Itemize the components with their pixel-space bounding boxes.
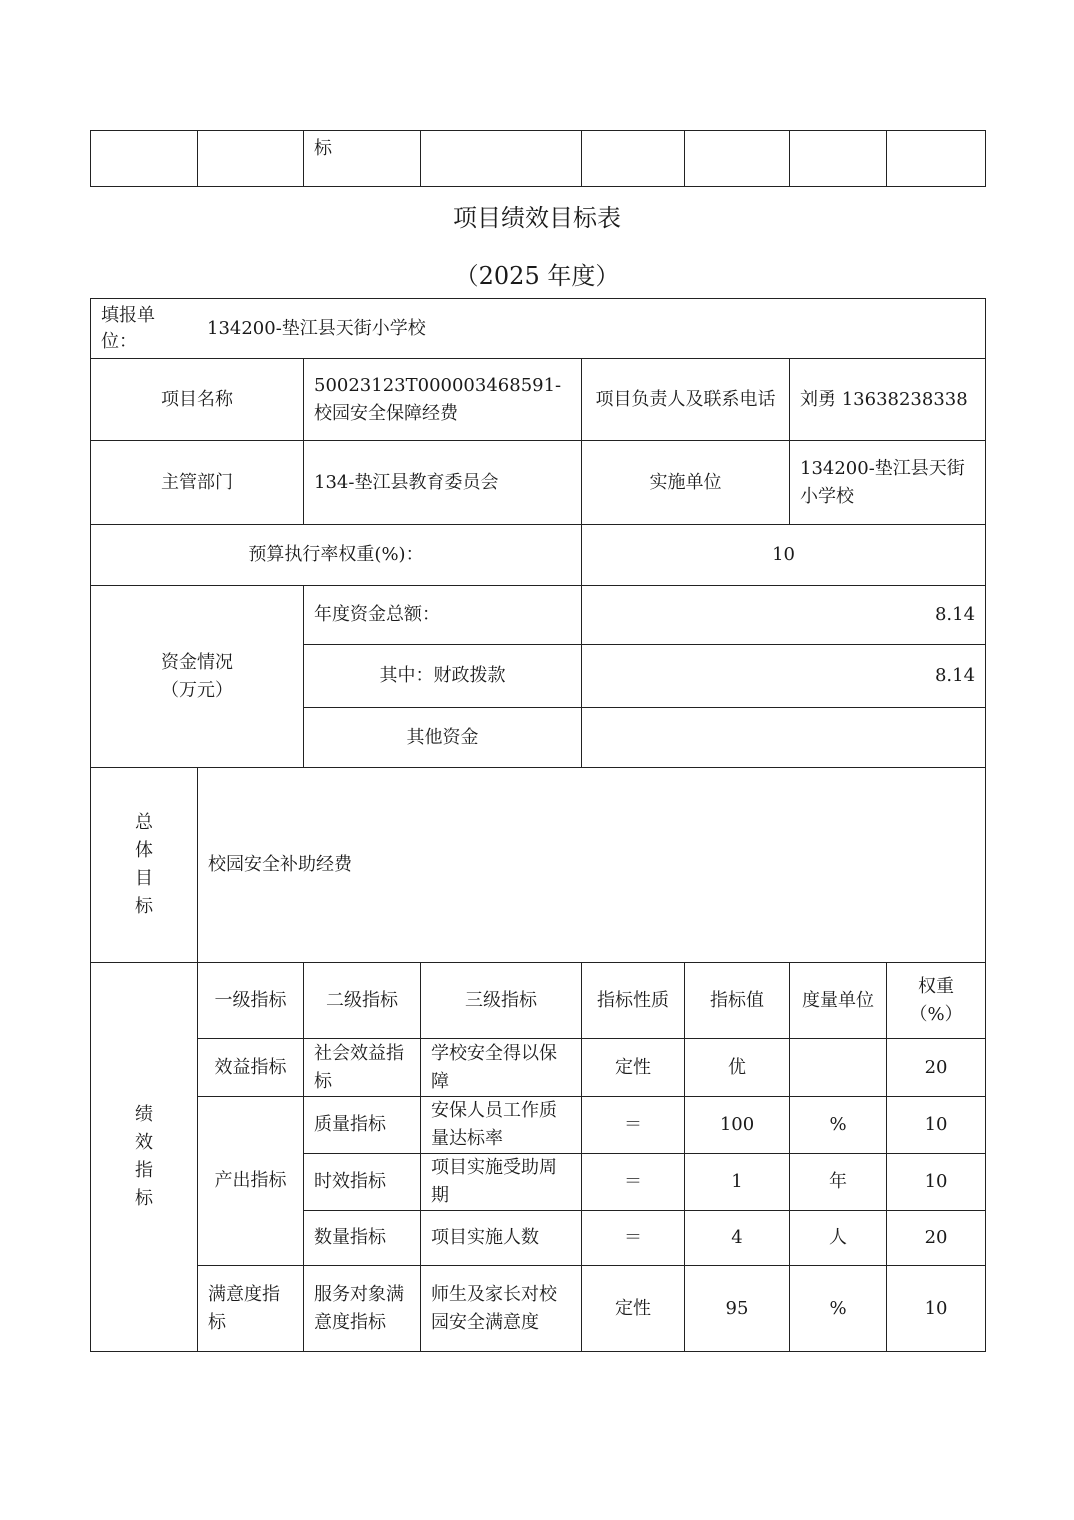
header-l1: 一级指标 xyxy=(198,963,304,1039)
table-row-l3: 项目实施人数 xyxy=(421,1211,582,1266)
funds-fiscal-value: 8.14 xyxy=(582,645,986,708)
fragment-cell xyxy=(421,131,582,187)
goal-label-text: 总体目标 xyxy=(135,812,153,917)
fragment-cell xyxy=(790,131,887,187)
header-value: 指标值 xyxy=(685,963,790,1039)
fragment-cell xyxy=(582,131,685,187)
fragment-cell xyxy=(198,131,304,187)
dept-value: 134-垫江县教育委员会 xyxy=(304,441,582,525)
funds-fiscal-label: 其中：财政拨款 xyxy=(304,645,582,708)
header-nature: 指标性质 xyxy=(582,963,685,1039)
table-row-weight: 20 xyxy=(887,1039,986,1097)
project-name-value: 50023123T000003468591-校园安全保障经费 xyxy=(304,359,582,441)
table-row-unit: 年 xyxy=(790,1154,887,1211)
header-unit: 度量单位 xyxy=(790,963,887,1039)
funds-label-text: 资金情况（万元） xyxy=(161,651,233,701)
table-row-unit xyxy=(790,1039,887,1097)
table-row-unit: 人 xyxy=(790,1211,887,1266)
funds-other-value xyxy=(582,708,986,768)
funds-label xyxy=(91,586,304,768)
goal-value: 校园安全补助经费 xyxy=(198,768,986,963)
header-l3: 三级指标 xyxy=(421,963,582,1039)
dept-label: 主管部门 xyxy=(91,441,304,525)
table-row-weight: 10 xyxy=(887,1266,986,1352)
table-row-value: 100 xyxy=(685,1097,790,1154)
filler-label: 填报单位： xyxy=(101,304,155,352)
table-row-l1: 产出指标 xyxy=(198,1097,304,1266)
table-row-l2: 服务对象满意度指标 xyxy=(304,1266,421,1352)
table-row-nature: 定性 xyxy=(582,1039,685,1097)
page-subtitle-year: （2025 年度） xyxy=(454,262,620,290)
table-row-nature: ＝ xyxy=(582,1154,685,1211)
project-name-label: 项目名称 xyxy=(91,359,304,441)
table-row-l2: 质量指标 xyxy=(304,1097,421,1154)
fragment-cell xyxy=(685,131,790,187)
table-row-l3: 学校安全得以保障 xyxy=(421,1039,582,1097)
table-row-l3: 师生及家长对校园安全满意度 xyxy=(421,1266,582,1352)
table-row-weight: 10 xyxy=(887,1097,986,1154)
indicators-label xyxy=(91,963,198,1352)
table-row-weight: 20 xyxy=(887,1211,986,1266)
impl-unit-label: 实施单位 xyxy=(582,441,790,525)
table-row-nature: 定性 xyxy=(582,1266,685,1352)
table-row-l1: 效益指标 xyxy=(198,1039,304,1097)
funds-total-label: 年度资金总额： xyxy=(304,586,582,645)
previous-table-fragment xyxy=(90,130,986,187)
indicators-label-text: 绩效指标 xyxy=(135,1104,153,1209)
table-row-value: 优 xyxy=(685,1039,790,1097)
table-row-l2: 数量指标 xyxy=(304,1211,421,1266)
page-title: 项目绩效目标表 xyxy=(453,204,621,232)
table-row-weight: 10 xyxy=(887,1154,986,1211)
table-row-l2: 时效指标 xyxy=(304,1154,421,1211)
header-l2: 二级指标 xyxy=(304,963,421,1039)
goal-label xyxy=(91,768,198,963)
impl-unit-value: 134200-垫江县天街小学校 xyxy=(790,441,986,525)
filler-value: 134200-垫江县天街小学校 xyxy=(207,317,426,339)
table-row-value: 4 xyxy=(685,1211,790,1266)
table-row-unit: % xyxy=(790,1266,887,1352)
funds-total-value: 8.14 xyxy=(582,586,986,645)
funds-other-label: 其他资金 xyxy=(304,708,582,768)
budget-weight-value: 10 xyxy=(582,525,986,586)
table-row-value: 1 xyxy=(685,1154,790,1211)
table-row-l2: 社会效益指标 xyxy=(304,1039,421,1097)
budget-weight-label: 预算执行率权重(%)： xyxy=(91,525,582,586)
table-row-nature: ＝ xyxy=(582,1097,685,1154)
table-row-l3: 项目实施受助周期 xyxy=(421,1154,582,1211)
project-leader-value: 刘勇 13638238338 xyxy=(790,359,986,441)
project-leader-label: 项目负责人及联系电话 xyxy=(582,359,790,441)
table-row-nature: ＝ xyxy=(582,1211,685,1266)
fragment-cell xyxy=(91,131,198,187)
table-row-l3: 安保人员工作质量达标率 xyxy=(421,1097,582,1154)
table-row-l1: 满意度指标 xyxy=(198,1266,304,1352)
table-row-value: 95 xyxy=(685,1266,790,1352)
header-weight: 权重（%） xyxy=(887,963,986,1039)
table-row-unit: % xyxy=(790,1097,887,1154)
fragment-cell xyxy=(887,131,986,187)
filler-row xyxy=(91,299,986,359)
fragment-cell-text: 标 xyxy=(304,131,421,187)
performance-target-table xyxy=(90,298,986,1352)
